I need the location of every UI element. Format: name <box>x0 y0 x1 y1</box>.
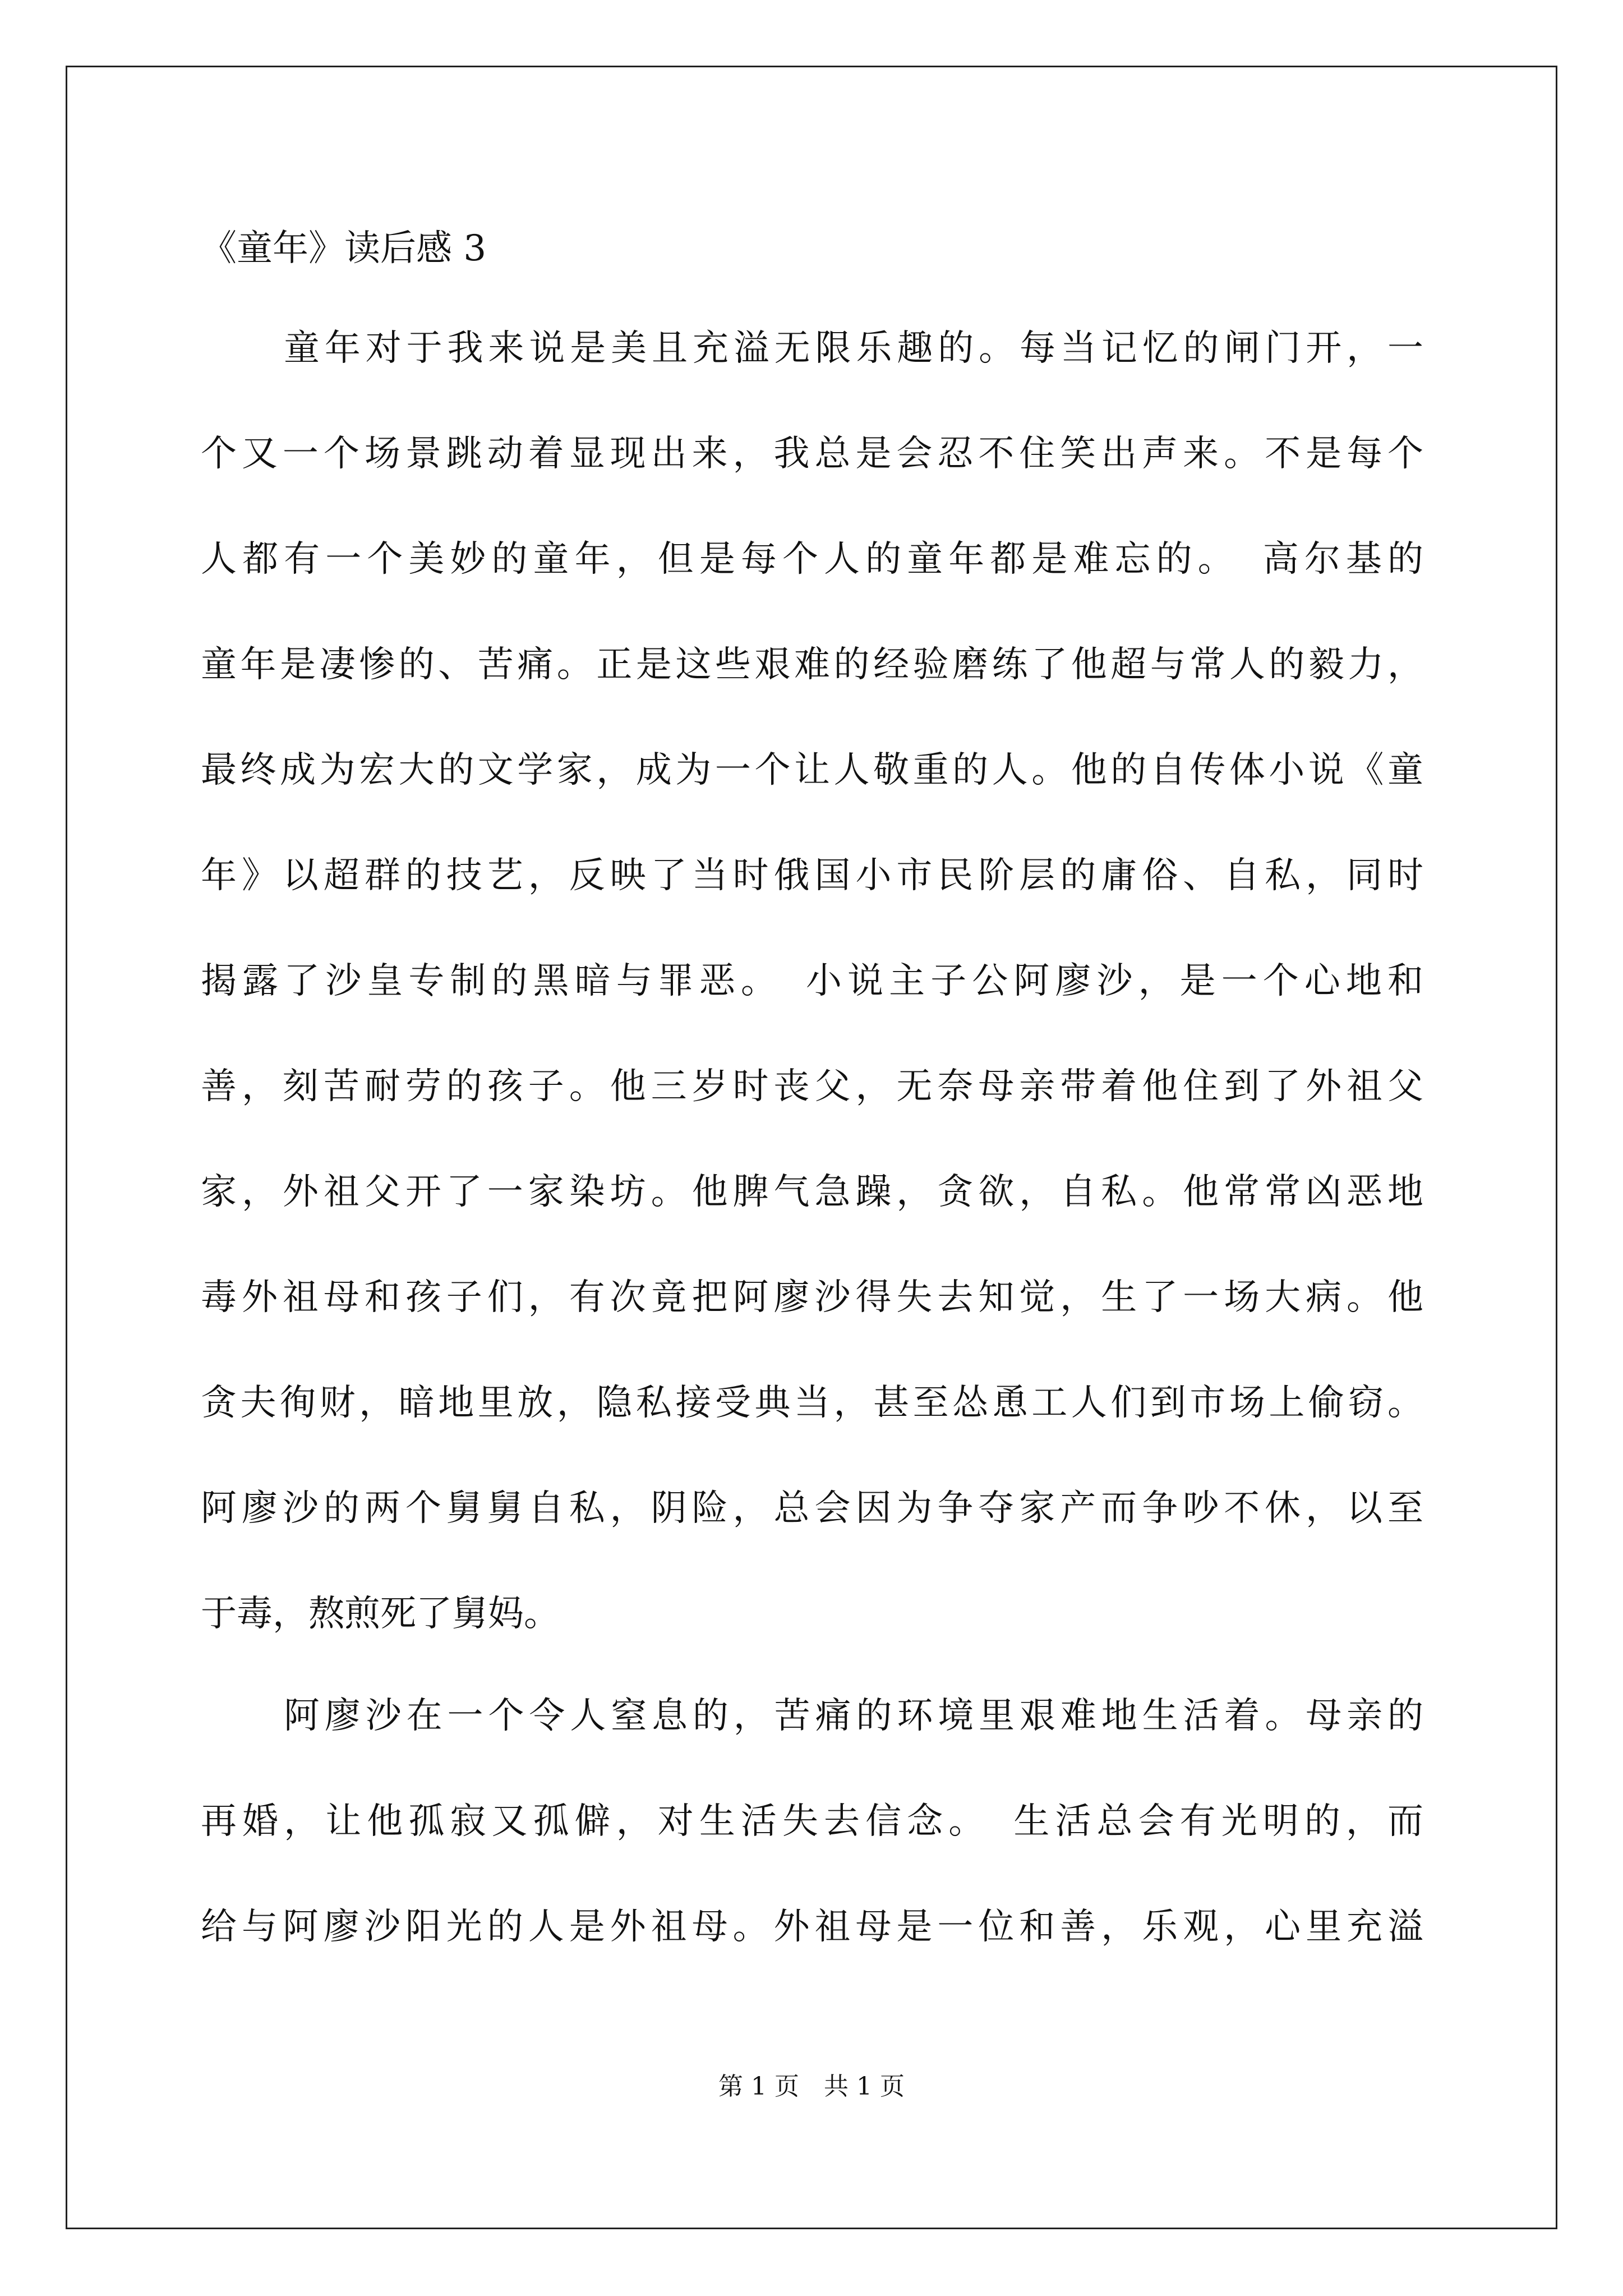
paragraph-line: 给与阿廖沙阳光的人是外祖母。外祖母是一位和善，乐观，心里充溢 <box>201 1906 1423 1948</box>
paragraph-line: 年》以超群的技艺，反映了当时俄国小市民阶层的庸俗、自私，同时 <box>201 855 1423 896</box>
paragraph-1 <box>201 296 1423 1667</box>
paragraph-2 <box>201 1663 1423 1980</box>
paragraph-line: 于毒，熬煎死了舅妈。 <box>201 1593 560 1635</box>
paragraph-line: 童年对于我来说是美且充溢无限乐趣的。每当记忆的闸门开，一 <box>284 328 1423 369</box>
document-title: 《童年》读后感 3 <box>201 228 487 269</box>
paragraph-line: 个又一个场景跳动着显现出来，我总是会忍不住笑出声来。不是每个 <box>201 433 1423 475</box>
paragraph-line: 家，外祖父开了一家染坊。他脾气急躁，贪欲，自私。他常常凶恶地 <box>201 1171 1423 1213</box>
paragraph-line: 最终成为宏大的文学家，成为一个让人敬重的人。他的自传体小说《童 <box>201 749 1423 791</box>
paragraph-line: 人都有一个美妙的童年，但是每个人的童年都是难忘的。 高尔基的 <box>201 539 1423 580</box>
paragraph-line: 毒外祖母和孩子们，有次竟把阿廖沙得失去知觉，生了一场大病。他 <box>201 1277 1423 1318</box>
paragraph-line: 善，刻苦耐劳的孩子。他三岁时丧父，无奈母亲带着他住到了外祖父 <box>201 1066 1423 1107</box>
paragraph-line: 阿廖沙在一个令人窒息的，苦痛的环境里艰难地生活着。母亲的 <box>284 1695 1423 1737</box>
paragraph-line: 童年是凄惨的、苦痛。正是这些艰难的经验磨练了他超与常人的毅力， <box>201 644 1423 685</box>
paragraph-line: 再婚，让他孤寂又孤僻，对生活失去信念。 生活总会有光明的，而 <box>201 1801 1423 1842</box>
paragraph-line: 阿廖沙的两个舅舅自私，阴险，总会因为争夺家产而争吵不休，以至 <box>201 1488 1423 1529</box>
page-number-footer: 第 1 页 共 1 页 <box>718 2072 905 2101</box>
paragraph-line: 揭露了沙皇专制的黑暗与罪恶。 小说主子公阿廖沙，是一个心地和 <box>201 960 1423 1002</box>
paragraph-line: 贪夫徇财，暗地里放，隐私接受典当，甚至怂恿工人们到市场上偷窃。 <box>201 1382 1423 1424</box>
